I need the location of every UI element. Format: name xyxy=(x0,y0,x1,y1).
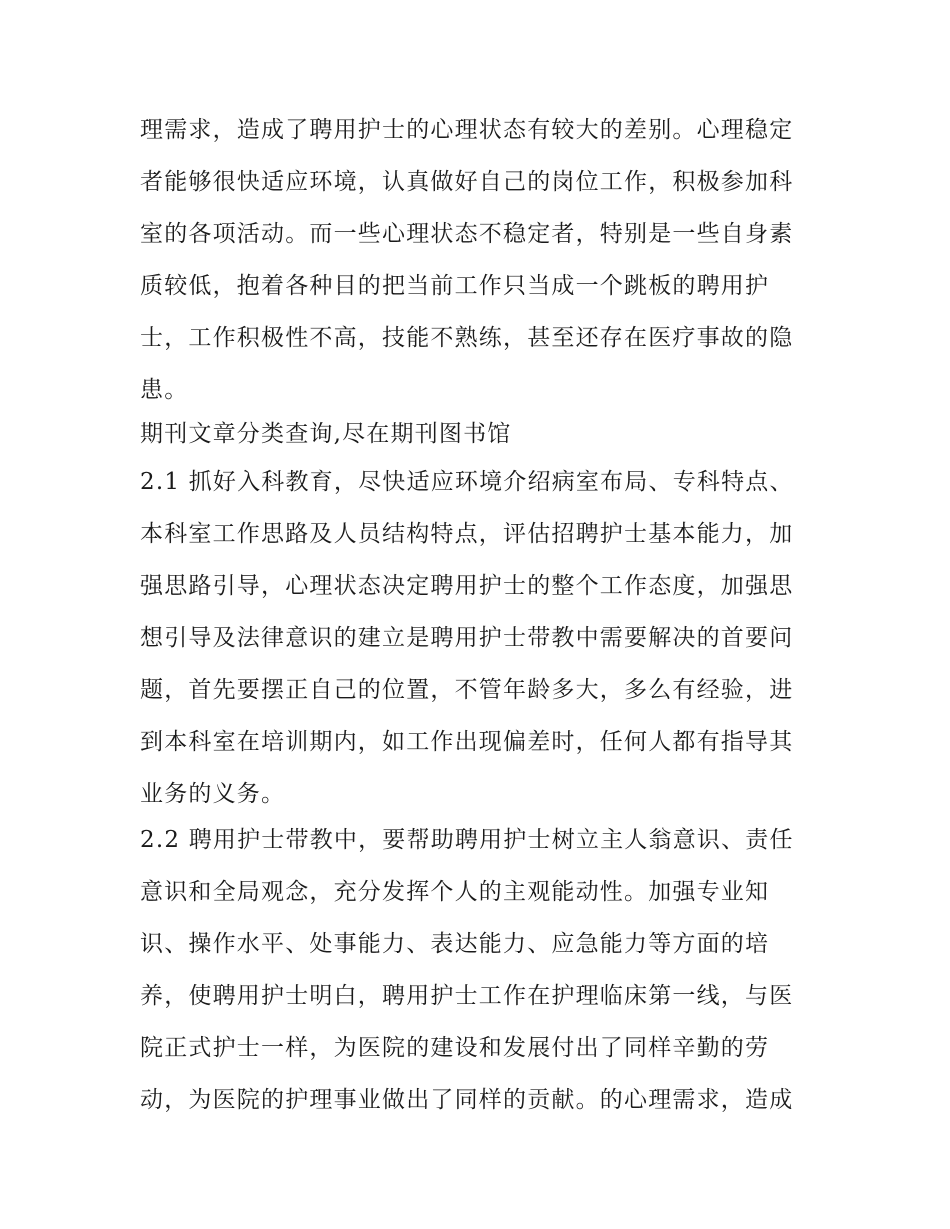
text-line: 期刊文章分类查询,尽在期刊图书馆 xyxy=(140,421,512,447)
text-line: 士，工作积极性不高，技能不熟练，甚至还存在医疗事故的隐 xyxy=(140,325,794,351)
text-line: 养，使聘用护士明白，聘用护士工作在护理临床第一线，与医 xyxy=(140,983,794,1009)
paragraph-section-2-2 xyxy=(140,814,812,1126)
text-line: 题，首先要摆正自己的位置，不管年龄多大，多么有经验，进 xyxy=(140,677,794,703)
text-line: 2.1 抓好入科教育，尽快适应环境介绍病室布局、专科特点、 xyxy=(140,469,794,495)
text-line: 质较低，抱着各种目的把当前工作只当成一个跳板的聘用护 xyxy=(140,273,770,299)
text-line: 院正式护士一样，为医院的建设和发展付出了同样辛勤的劳 xyxy=(140,1035,770,1061)
text-line: 者能够很快适应环境，认真做好自己的岗位工作，积极参加科 xyxy=(140,169,794,195)
text-line: 2.2 聘用护士带教中，要帮助聘用护士树立主人翁意识、责任 xyxy=(140,827,794,853)
text-line: 本科室工作思路及人员结构特点，评估招聘护士基本能力，加 xyxy=(140,521,794,547)
paragraph-section-2-1 xyxy=(140,456,812,820)
text-line: 业务的义务。 xyxy=(140,781,286,807)
text-line: 意识和全局观念，充分发挥个人的主观能动性。加强专业知 xyxy=(140,879,770,905)
text-line: 识、操作水平、处事能力、表达能力、应急能力等方面的培 xyxy=(140,931,770,957)
text-line: 动，为医院的护理事业做出了同样的贡献。的心理需求，造成 xyxy=(140,1087,794,1113)
text-line: 患。 xyxy=(140,377,189,403)
text-line: 室的各项活动。而一些心理状态不稳定者，特别是一些自身素 xyxy=(140,221,794,247)
paragraph-journal-note xyxy=(140,408,812,460)
text-line: 到本科室在培训期内，如工作出现偏差时，任何人都有指导其 xyxy=(140,729,794,755)
paragraph-psychological-state xyxy=(140,104,812,416)
text-line: 强思路引导，心理状态决定聘用护士的整个工作态度，加强思 xyxy=(140,573,794,599)
text-line: 想引导及法律意识的建立是聘用护士带教中需要解决的首要问 xyxy=(140,625,794,651)
text-line: 理需求，造成了聘用护士的心理状态有较大的差别。心理稳定 xyxy=(140,117,794,143)
